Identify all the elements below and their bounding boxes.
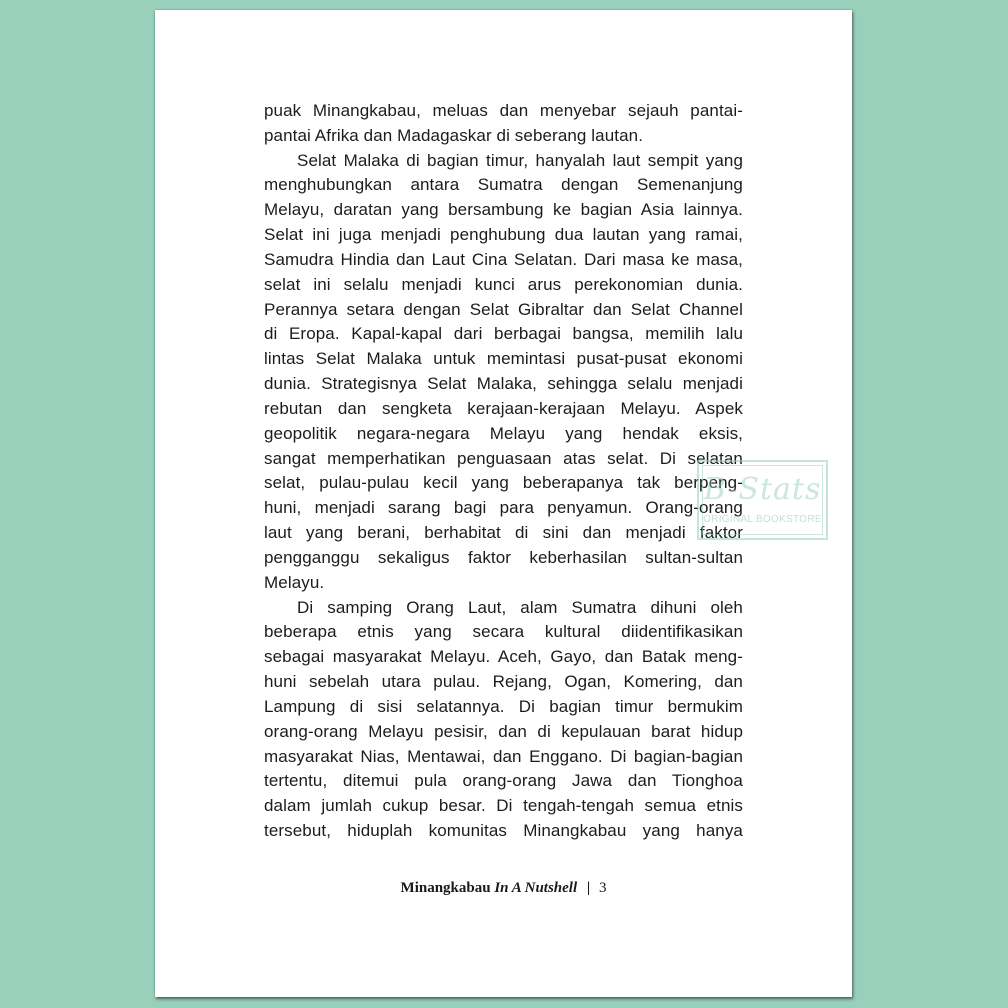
text-line: Melayu. bbox=[264, 572, 325, 592]
text-line: tertentu, ditemui pula orang-orang Jawa dan Tionghoa bbox=[264, 771, 743, 791]
page-footer bbox=[155, 880, 852, 897]
text-line: tersebut, hiduplah komunitas Minangkabau yang hanya bbox=[264, 821, 743, 841]
text-line: selat ini selalu menjadi kunci arus perekonomian dunia. bbox=[264, 274, 743, 294]
text-line: dalam jumlah cukup besar. Di tengah-tengah semua etnis bbox=[264, 796, 743, 816]
text-line: Lampung di sisi selatannya. Di bagian timur bermukim bbox=[264, 696, 743, 716]
text-line: Di samping Orang Laut, alam Sumatra dihuni oleh bbox=[297, 597, 743, 617]
text-line: huni, menjadi sarang bagi para penyamun. Orang-orang bbox=[264, 498, 743, 518]
paragraph bbox=[264, 99, 743, 149]
text-line: sangat memperhatikan penguasaan atas selat. Di selatan bbox=[264, 448, 743, 468]
footer-separator: | bbox=[586, 880, 591, 896]
text-line: dunia. Strategisnya Selat Malaka, sehingga selalu menjadi bbox=[264, 374, 743, 394]
body-text bbox=[264, 99, 743, 844]
text-line: sebagai masyarakat Melayu. Aceh, Gayo, dan Batak meng- bbox=[264, 647, 743, 667]
text-line: rebutan dan sengketa kerajaan-kerajaan Melayu. Aspek bbox=[264, 398, 743, 418]
text-line: Selat Malaka di bagian timur, hanyalah laut sempit yang bbox=[297, 150, 743, 170]
page-number: 3 bbox=[598, 880, 607, 896]
text-line: huni sebelah utara pulau. Rejang, Ogan, Komering, dan bbox=[264, 672, 743, 692]
text-line: pantai Afrika dan Madagaskar di seberang lautan. bbox=[264, 125, 644, 145]
text-line: Samudra Hindia dan Laut Cina Selatan. Dari masa ke masa, bbox=[264, 249, 743, 269]
text-line: di Eropa. Kapal-kapal dari berbagai bangsa, memilih lalu bbox=[264, 324, 743, 344]
running-title: Minangkabau bbox=[400, 880, 495, 896]
text-line: Perannya setara dengan Selat Gibraltar dan Selat Channel bbox=[264, 299, 743, 319]
book-page bbox=[155, 10, 852, 997]
text-line: beberapa etnis yang secara kultural diidentifikasikan bbox=[264, 622, 743, 642]
text-line: laut yang berani, berhabitat di sini dan menjadi faktor bbox=[264, 523, 743, 543]
paragraph bbox=[264, 596, 743, 844]
running-subtitle: In A Nutshell bbox=[494, 880, 578, 896]
text-line: Melayu, daratan yang bersambung ke bagian Asia lainnya. bbox=[264, 200, 743, 220]
text-line: masyarakat Nias, Mentawai, dan Enggano. Di bagian-bagian bbox=[264, 746, 743, 766]
text-line: Selat ini juga menjadi penghubung dua lautan yang ramai, bbox=[264, 225, 743, 245]
paragraph bbox=[264, 149, 743, 596]
text-line: selat, pulau-pulau kecil yang beberapanya tak berpeng- bbox=[264, 473, 743, 493]
watermark-brand: B-Stats bbox=[703, 472, 822, 507]
text-line: menghubungkan antara Sumatra dengan Semenanjung bbox=[264, 175, 743, 195]
text-line: lintas Selat Malaka untuk memintasi pusat-pusat ekonomi bbox=[264, 349, 743, 369]
text-line: pengganggu sekaligus faktor keberhasilan sultan-sultan bbox=[264, 547, 743, 567]
text-line: orang-orang Melayu pesisir, dan di kepulauan barat hidup bbox=[264, 721, 743, 741]
watermark-tagline: ORIGINAL BOOKSTORE bbox=[703, 514, 822, 525]
text-line: puak Minangkabau, meluas dan menyebar sejauh pantai- bbox=[264, 101, 743, 120]
text-line: geopolitik negara-negara Melayu yang hendak eksis, bbox=[264, 423, 743, 443]
